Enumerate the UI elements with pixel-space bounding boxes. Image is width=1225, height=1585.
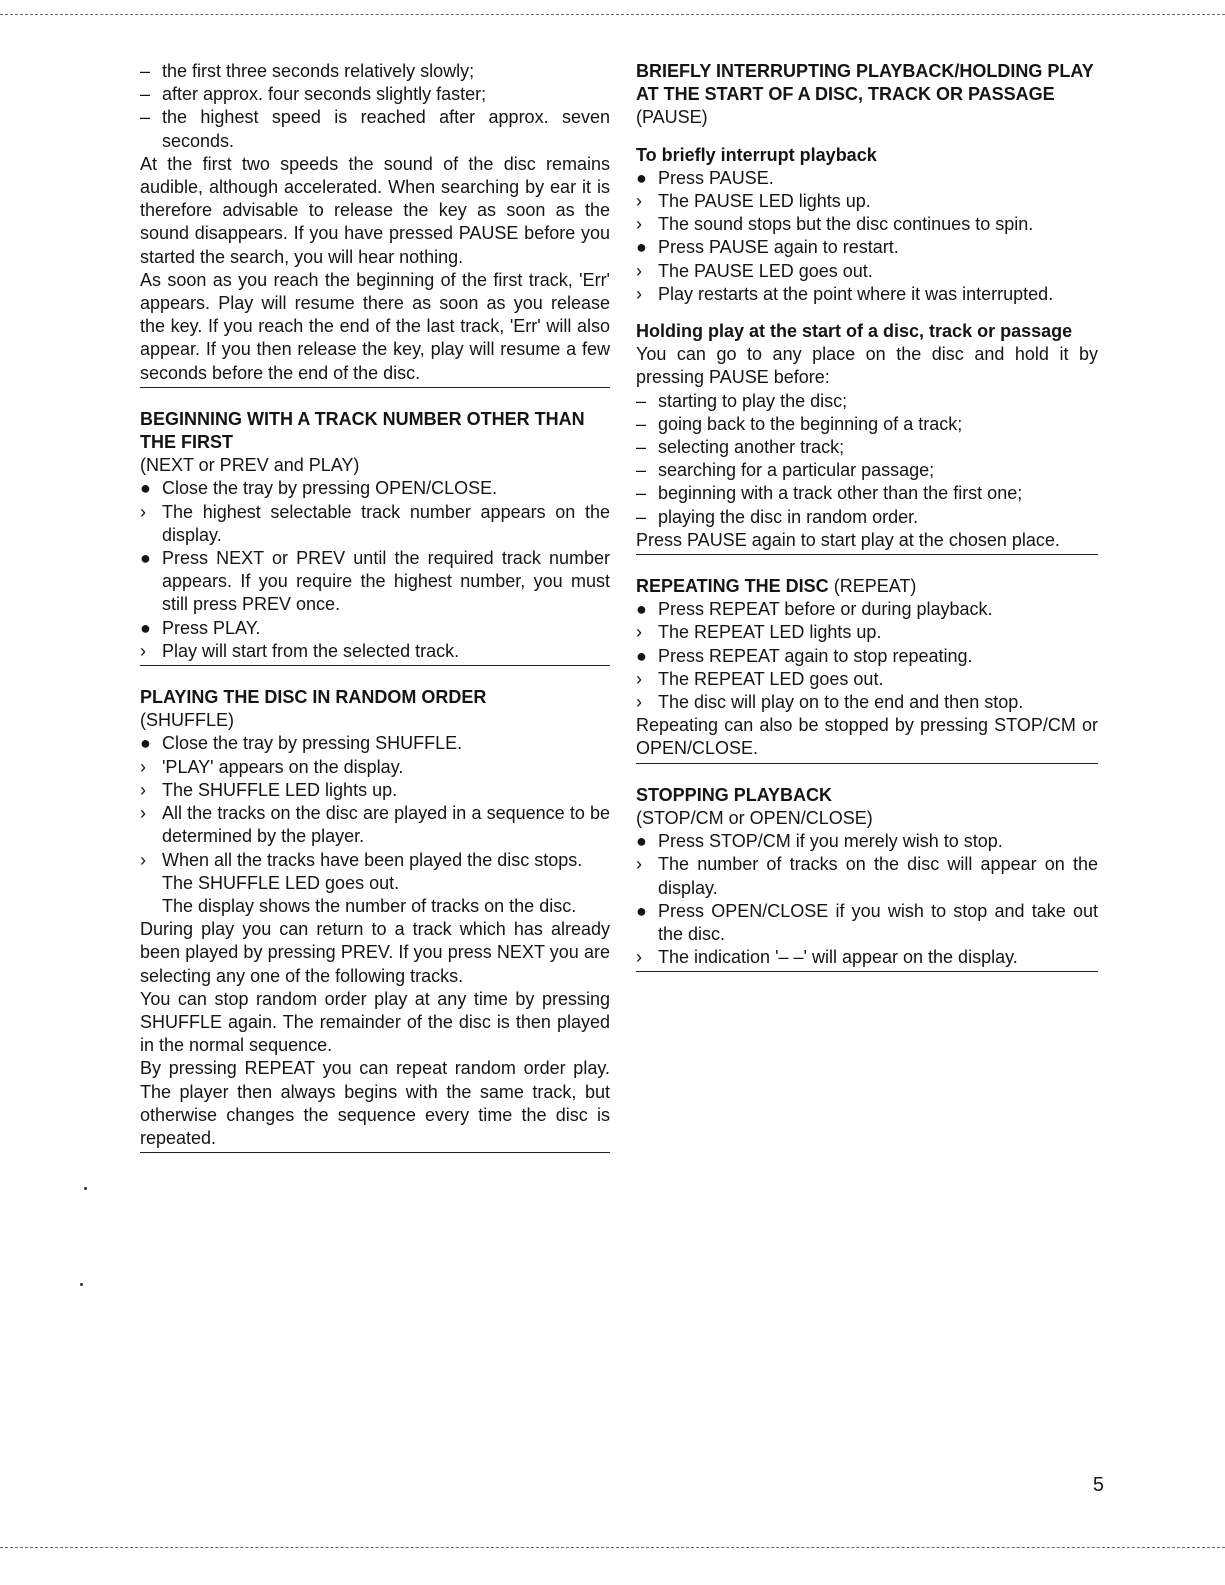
list-item: › The PAUSE LED lights up. bbox=[636, 191, 871, 212]
paragraph: During play you can return to a track which has already been played by pressing PREV. If you press NEXT you are selecting any one of the following tracks. bbox=[140, 919, 610, 986]
list-item: › The number of tracks on the disc will appear on the display. bbox=[636, 854, 1098, 898]
scan-speck bbox=[84, 1187, 87, 1190]
list-item: ● Press NEXT or PREV until the required track number appears. If you require the highest number, you must still press PREV once. bbox=[140, 548, 610, 615]
paragraph: Repeating can also be stopped by pressing STOP/CM or OPEN/CLOSE. bbox=[636, 715, 1098, 759]
list-item: – playing the disc in random order. bbox=[636, 506, 919, 527]
list-item: › The sound stops but the disc continues to spin. bbox=[636, 214, 1034, 235]
list-item: › The disc will play on to the end and then stop. bbox=[636, 692, 1024, 713]
list-item: – after approx. four seconds slightly faster; bbox=[140, 84, 487, 105]
list-item: ● Press PAUSE again to restart. bbox=[636, 237, 899, 258]
list-item: › When all the tracks have been played the disc stops. bbox=[140, 849, 583, 870]
paragraph: As soon as you reach the beginning of the first track, 'Err' appears. Play will resume there as soon as you release the key. If you reach the end of the last track, 'Err' will also appear. If you then release the key, play will resume a few seconds before the end of the disc. bbox=[140, 269, 610, 383]
paragraph: Press PAUSE again to start play at the chosen place. bbox=[636, 529, 1060, 550]
section-divider bbox=[140, 387, 610, 388]
intro-list bbox=[140, 60, 610, 153]
list-item: ● Close the tray by pressing OPEN/CLOSE. bbox=[140, 478, 498, 499]
paragraph: By pressing REPEAT you can repeat random order play. The player then always begins with the same track, but otherwise changes the sequence every time the disc is repeated. bbox=[140, 1058, 610, 1148]
top-scan-edge bbox=[0, 14, 1225, 15]
section-heading: STOPPING PLAYBACK bbox=[636, 784, 833, 805]
list-item: – the first three seconds relatively slowly; bbox=[140, 61, 475, 81]
section-heading: BEGINNING WITH A TRACK NUMBER OTHER THAN THE FIRST bbox=[140, 408, 585, 453]
list-item: › The indication '– –' will appear on the display. bbox=[636, 947, 1018, 968]
list-item: The display shows the number of tracks on the disc. bbox=[162, 895, 577, 916]
list-item: › Play will start from the selected track. bbox=[140, 640, 460, 661]
list-item: › The REPEAT LED goes out. bbox=[636, 668, 884, 689]
steps-list bbox=[636, 598, 1098, 714]
list-item: › 'PLAY' appears on the display. bbox=[140, 756, 404, 777]
list-item: › The PAUSE LED goes out. bbox=[636, 260, 873, 281]
scan-speck bbox=[80, 1283, 83, 1286]
bottom-scan-edge bbox=[0, 1547, 1225, 1548]
section-subheading: Holding play at the start of a disc, track or passage bbox=[636, 321, 1073, 342]
section-heading: PLAYING THE DISC IN RANDOM ORDER bbox=[140, 687, 487, 708]
list-item: ● Press OPEN/CLOSE if you wish to stop and take out the disc. bbox=[636, 900, 1098, 944]
section-subheading: (NEXT or PREV and PLAY) bbox=[140, 455, 360, 476]
list-item: ● Close the tray by pressing SHUFFLE. bbox=[140, 733, 463, 754]
section-subheading: (SHUFFLE) bbox=[140, 710, 234, 731]
section-divider bbox=[140, 665, 610, 666]
paragraph: At the first two speeds the sound of the disc remains audible, although accelerated. When searching by ear it is therefore advisable to release the key as soon as the sound disappears. If you have pressed PAUSE before you started the search, you will hear nothing. bbox=[140, 153, 610, 267]
list-item: ● Press PLAY. bbox=[140, 617, 261, 638]
list-item: › The highest selectable track number appears on the display. bbox=[140, 501, 610, 545]
list-item: – going back to the beginning of a track; bbox=[636, 413, 963, 434]
section-heading: REPEATING THE DISC (REPEAT) bbox=[636, 576, 917, 597]
list-item: – the highest speed is reached after approx. seven seconds. bbox=[140, 107, 610, 151]
list-item: › All the tracks on the disc are played in a sequence to be determined by the player. bbox=[140, 803, 610, 847]
list-item: – selecting another track; bbox=[636, 437, 845, 458]
steps-list bbox=[140, 732, 610, 918]
section-subheading: (STOP/CM or OPEN/CLOSE) bbox=[636, 807, 873, 828]
section-divider bbox=[140, 1152, 610, 1153]
list-item: The SHUFFLE LED goes out. bbox=[162, 872, 400, 893]
section-divider bbox=[636, 971, 1098, 972]
left-column bbox=[140, 60, 610, 1173]
list-item: ● Press REPEAT again to stop repeating. bbox=[636, 645, 973, 666]
section-divider bbox=[636, 554, 1098, 555]
steps-list bbox=[636, 830, 1098, 969]
list-item: – searching for a particular passage; bbox=[636, 460, 935, 481]
steps-list bbox=[140, 477, 610, 663]
right-column bbox=[636, 60, 1098, 992]
section-divider bbox=[636, 763, 1098, 764]
page-number: 5 bbox=[1092, 1474, 1104, 1496]
list-item: ● Press PAUSE. bbox=[636, 167, 774, 188]
paragraph: You can go to any place on the disc and hold it by pressing PAUSE before: bbox=[636, 344, 1098, 388]
list-item: ● Press REPEAT before or during playback. bbox=[636, 599, 993, 620]
list-item: – beginning with a track other than the first one; bbox=[636, 483, 1023, 504]
list-item: ● Press STOP/CM if you merely wish to stop. bbox=[636, 831, 1003, 852]
options-list bbox=[636, 390, 1098, 529]
section-subheading: To briefly interrupt playback bbox=[636, 144, 877, 165]
steps-list bbox=[636, 167, 1098, 306]
paragraph: You can stop random order play at any time by pressing SHUFFLE again. The remainder of the disc is then played in the normal sequence. bbox=[140, 988, 610, 1056]
list-item: › The REPEAT LED lights up. bbox=[636, 622, 882, 643]
list-item: – starting to play the disc; bbox=[636, 390, 848, 411]
list-item: › The SHUFFLE LED lights up. bbox=[140, 779, 398, 800]
section-heading: BRIEFLY INTERRUPTING PLAYBACK/HOLDING PLAY AT THE START OF A DISC, TRACK OR PASSAGE (PAUSE) bbox=[636, 61, 1094, 128]
list-item: › Play restarts at the point where it was interrupted. bbox=[636, 283, 1054, 304]
